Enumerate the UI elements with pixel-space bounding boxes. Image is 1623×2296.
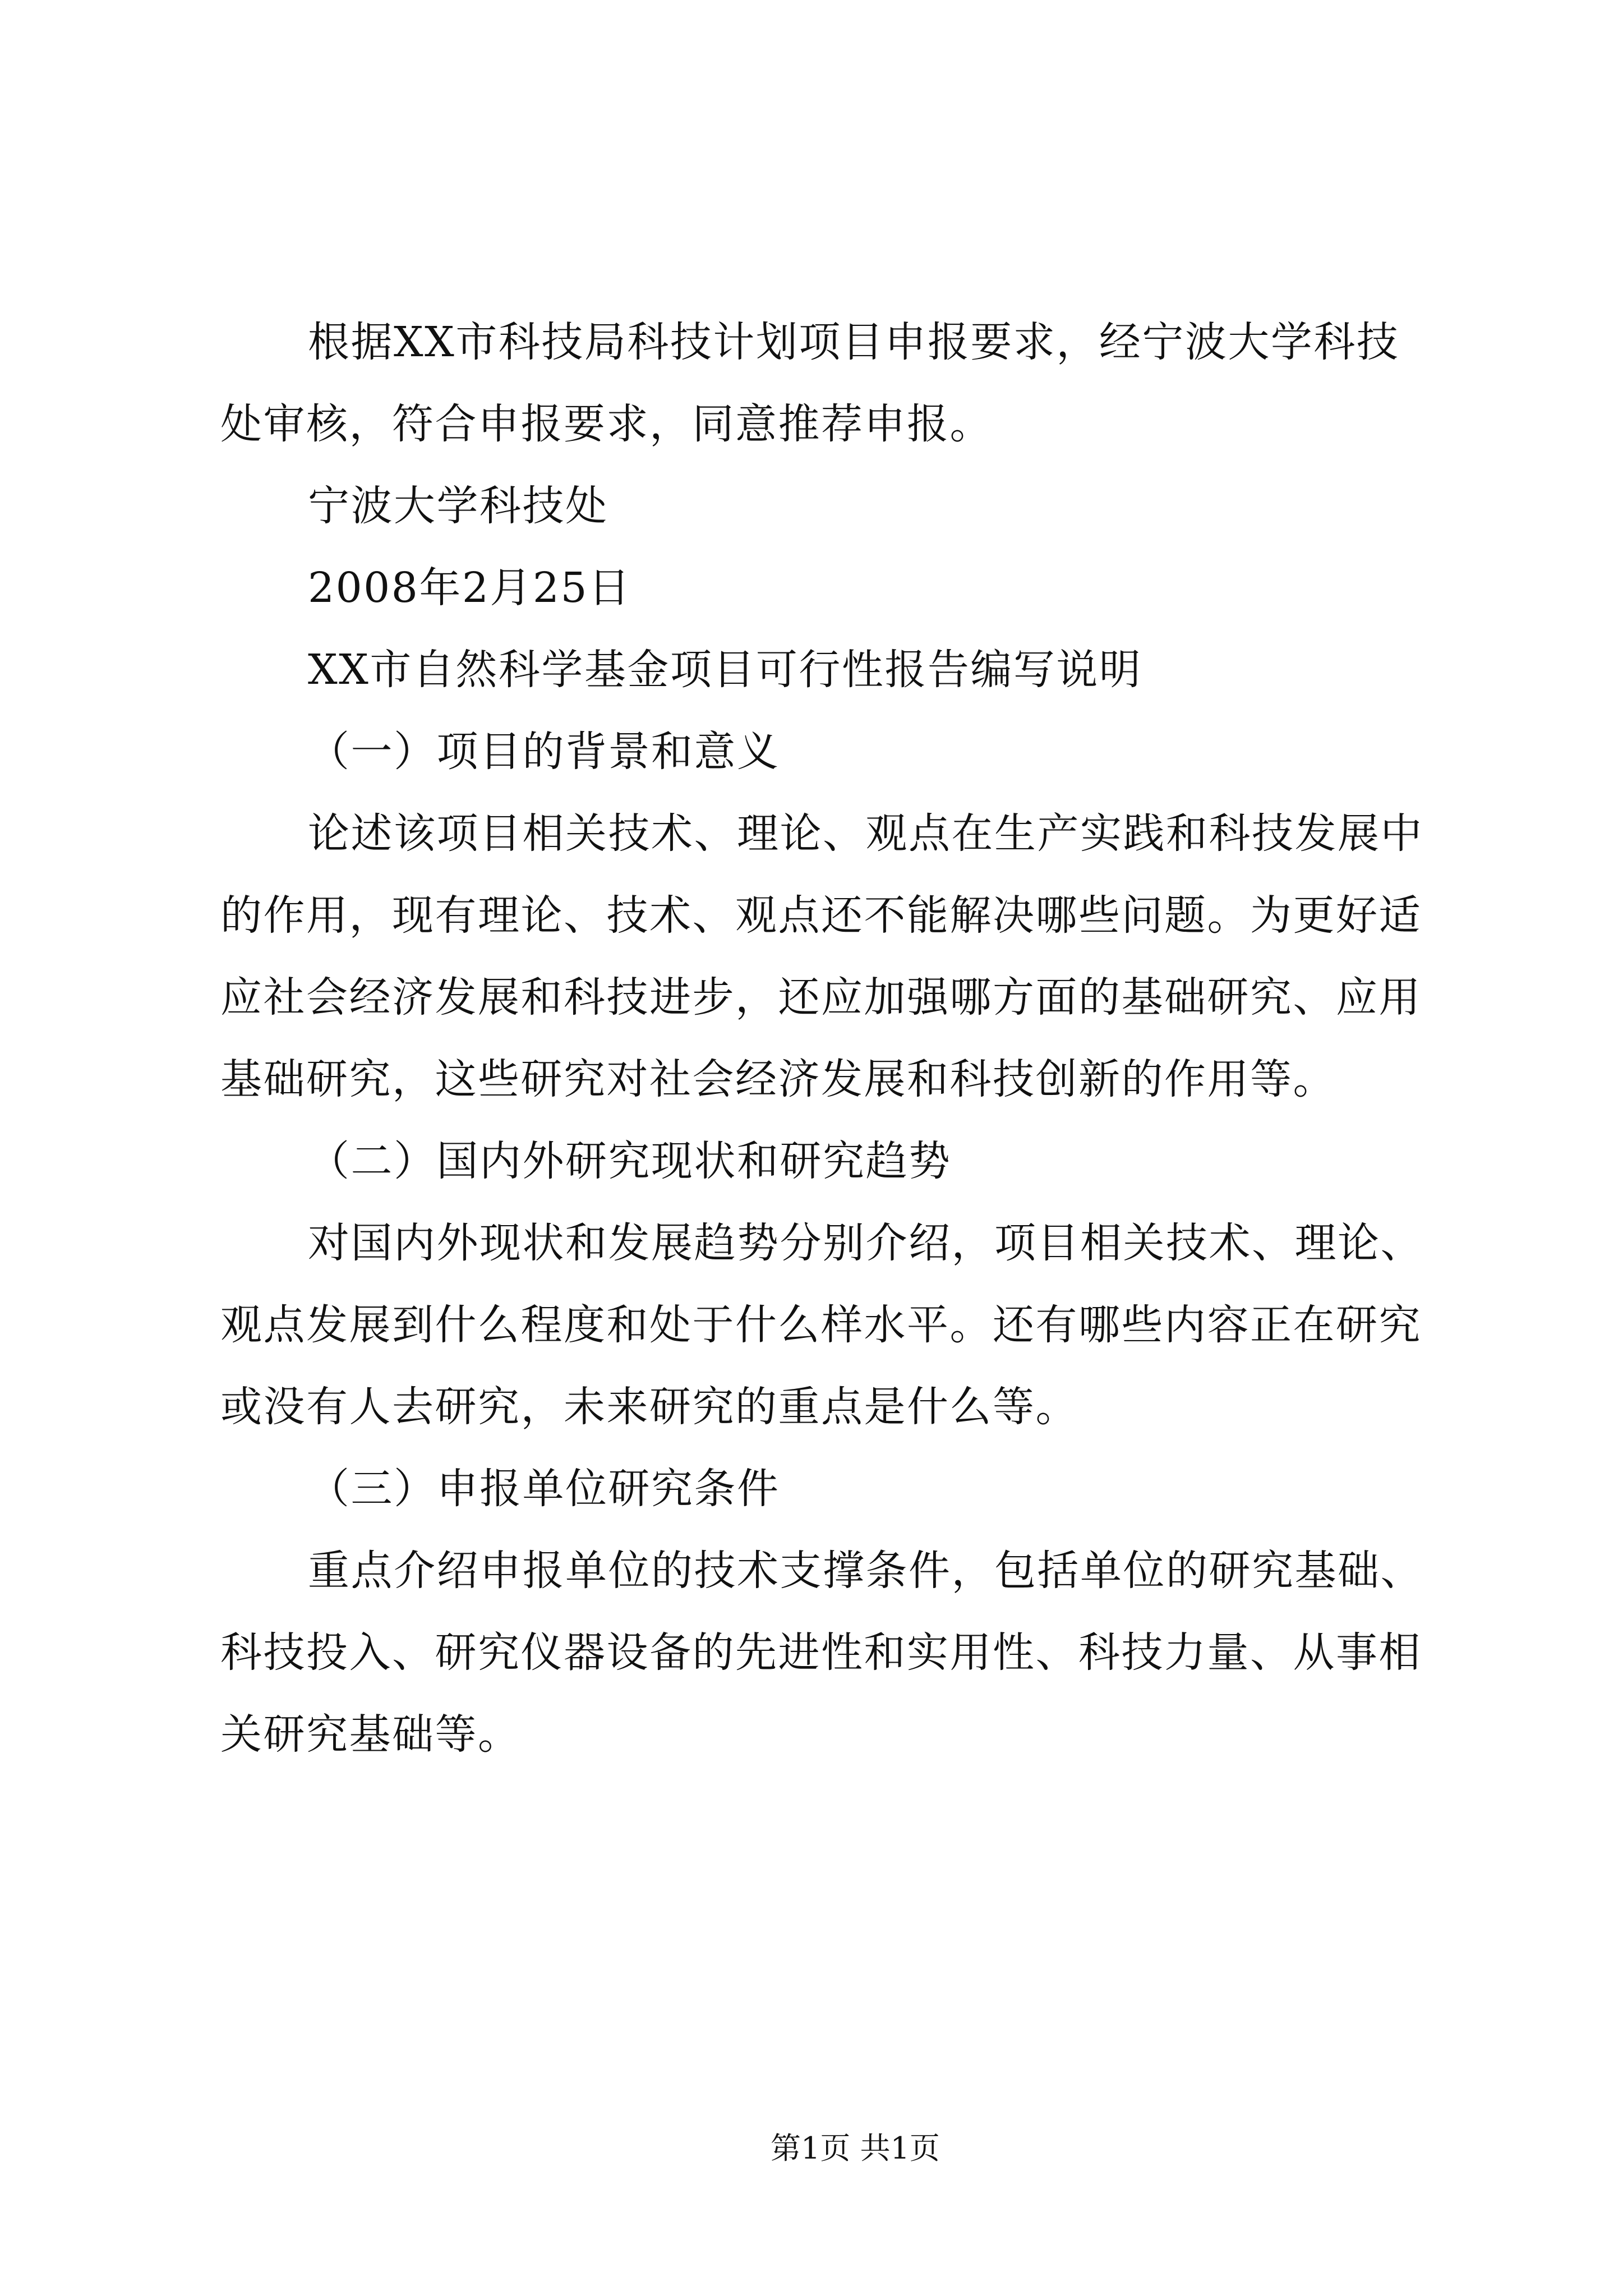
paragraph-line: 2008年2月25日 bbox=[308, 564, 631, 612]
paragraph-line: 应社会经济发展和科技进步，还应加强哪方面的基础研究、应用 bbox=[220, 973, 1422, 1022]
paragraph-line: 处审核，符合申报要求，同意推荐申报。 bbox=[220, 400, 993, 448]
section-heading-1 bbox=[220, 711, 1454, 793]
paragraph-line: （一）项目的背景和意义 bbox=[308, 728, 780, 776]
paragraph-line: （二）国内外研究现状和研究趋势 bbox=[308, 1137, 952, 1185]
section-heading-2 bbox=[220, 1120, 1454, 1202]
paragraph-line: 对国内外现状和发展趋势分别介绍，项目相关技术、理论、 bbox=[308, 1219, 1423, 1267]
page-number-footer: 第1页 共1页 bbox=[771, 2131, 940, 2166]
paragraph-line: 观点发展到什么程度和处于什么样水平。还有哪些内容正在研究 bbox=[220, 1301, 1422, 1349]
signature-organization bbox=[220, 465, 1454, 547]
section-heading-3 bbox=[220, 1448, 1454, 1530]
paragraph-line: XX市自然科学基金项目可行性报告编写说明 bbox=[308, 646, 1142, 694]
document-title bbox=[220, 629, 1454, 711]
paragraph-line: 论述该项目相关技术、理论、观点在生产实践和科技发展中 bbox=[308, 809, 1423, 858]
paragraph-approval-statement bbox=[220, 301, 1454, 465]
paragraph-line: （三）申报单位研究条件 bbox=[308, 1465, 780, 1513]
paragraph-line: 基础研究，这些研究对社会经济发展和科技创新的作用等。 bbox=[220, 1055, 1336, 1103]
section-body-2 bbox=[220, 1202, 1454, 1448]
paragraph-line: 根据XX市科技局科技计划项目申报要求，经宁波大学科技 bbox=[308, 318, 1400, 366]
section-body-3 bbox=[220, 1530, 1454, 1775]
paragraph-line: 科技投入、研究仪器设备的先进性和实用性、科技力量、从事相 bbox=[220, 1628, 1422, 1677]
paragraph-line: 关研究基础等。 bbox=[220, 1710, 521, 1759]
paragraph-line: 的作用，现有理论、技术、观点还不能解决哪些问题。为更好适 bbox=[220, 891, 1422, 940]
signature-date bbox=[220, 547, 1454, 629]
paragraph-line: 重点介绍申报单位的技术支撑条件，包括单位的研究基础、 bbox=[308, 1547, 1423, 1595]
document-body bbox=[220, 301, 1454, 1775]
section-body-1 bbox=[220, 793, 1454, 1120]
paragraph-line: 或没有人去研究，未来研究的重点是什么等。 bbox=[220, 1383, 1078, 1431]
paragraph-line: 宁波大学科技处 bbox=[308, 482, 608, 530]
